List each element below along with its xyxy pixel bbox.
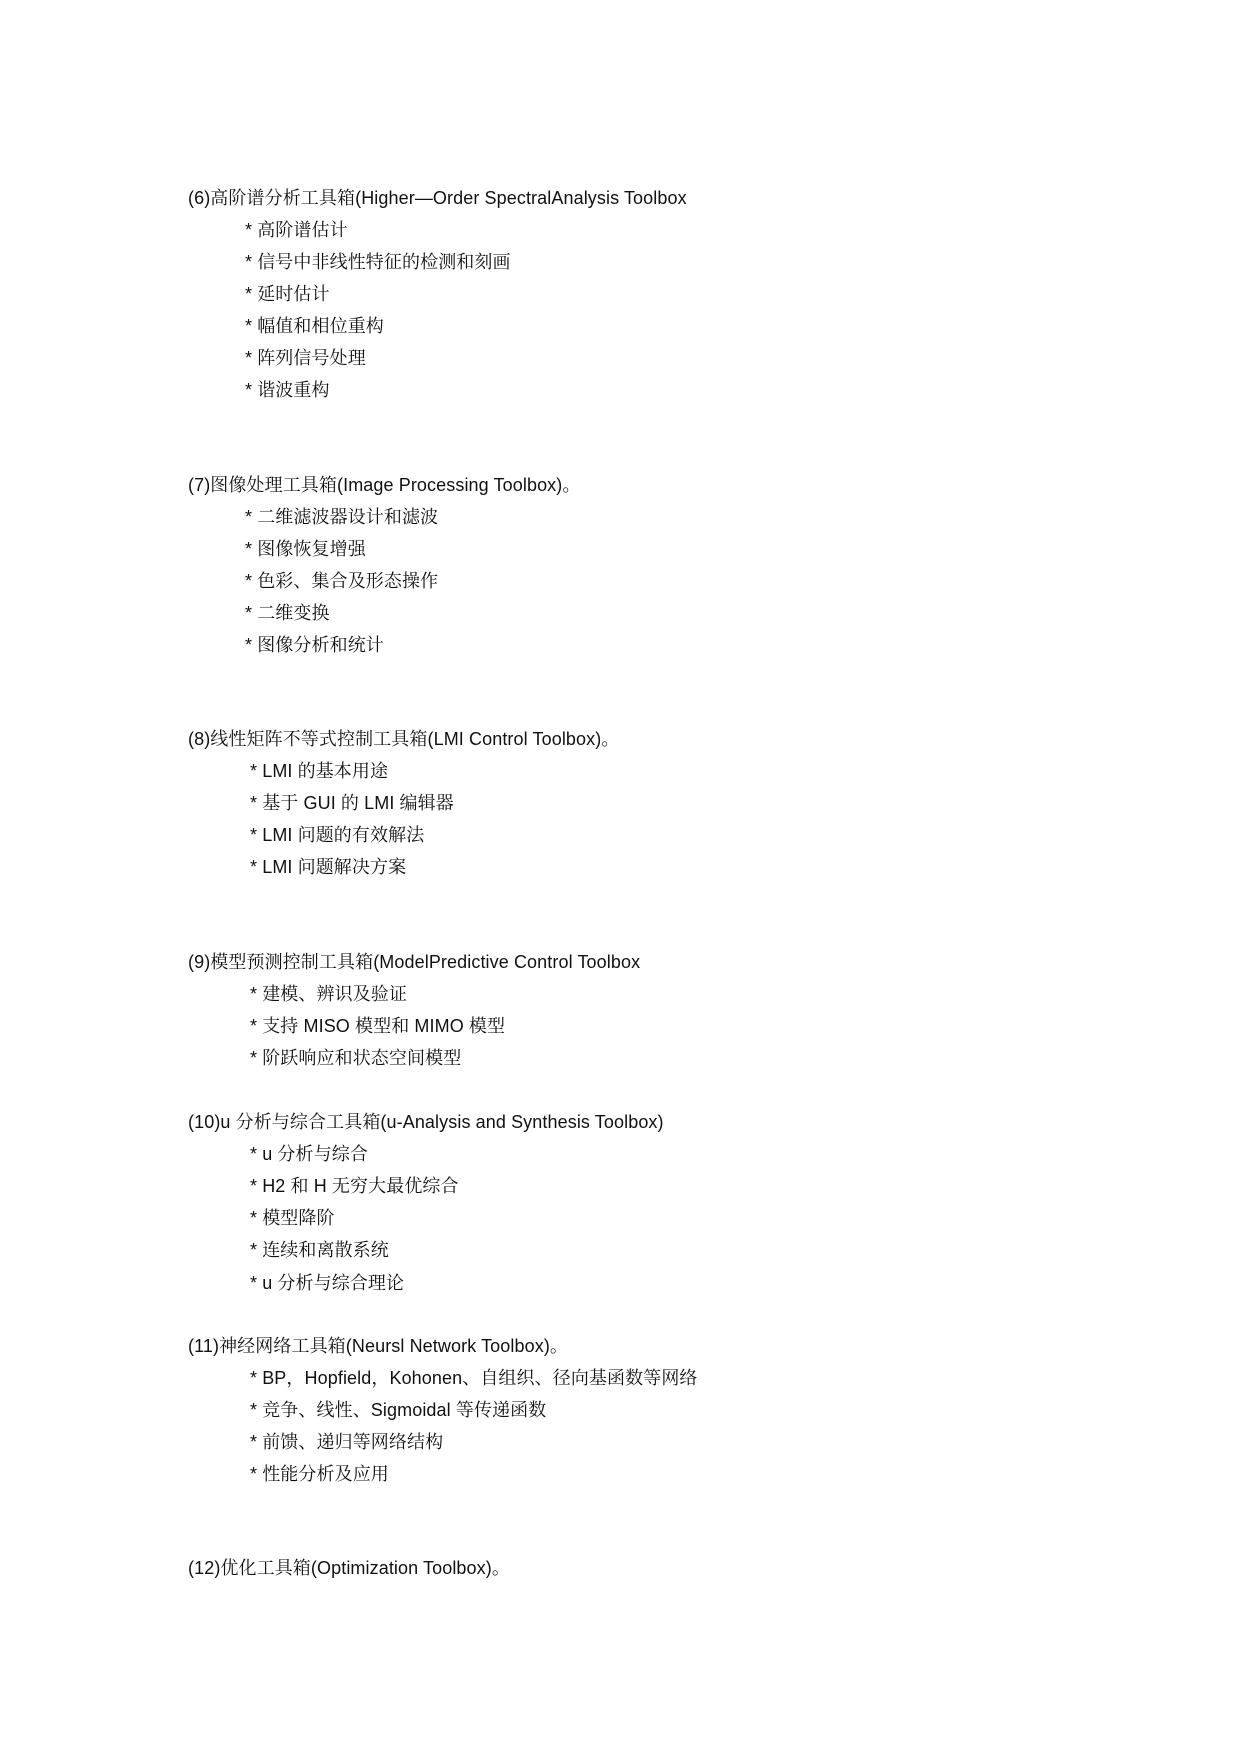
list-item: * 连续和离散系统 — [250, 1240, 389, 1260]
section-heading-10: (10)u 分析与综合工具箱(u-Analysis and Synthesis Toolbox) — [188, 1112, 664, 1132]
list-item: * BP，Hopfield，Kohonen、自组织、径向基函数等网络 — [250, 1368, 698, 1388]
list-item: * 二维变换 — [245, 603, 330, 623]
list-item: * 建模、辨识及验证 — [250, 984, 408, 1004]
list-item: * 基于 GUI 的 LMI 编辑器 — [250, 793, 454, 813]
list-item: * 阵列信号处理 — [245, 348, 366, 368]
section-heading-11: (11)神经网络工具箱(Neursl Network Toolbox)。 — [188, 1336, 569, 1356]
list-item: * 谐波重构 — [245, 380, 330, 400]
section-heading-7: (7)图像处理工具箱(Image Processing Toolbox)。 — [188, 475, 581, 495]
list-item: * u 分析与综合理论 — [250, 1273, 405, 1293]
section-heading-8: (8)线性矩阵不等式控制工具箱(LMI Control Toolbox)。 — [188, 729, 620, 749]
list-item: * 高阶谱估计 — [245, 220, 348, 240]
list-item: * 信号中非线性特征的检测和刻画 — [245, 252, 511, 272]
list-item: * 二维滤波器设计和滤波 — [245, 507, 439, 527]
list-item: * LMI 问题解决方案 — [250, 857, 407, 877]
list-item: * 模型降阶 — [250, 1208, 335, 1228]
list-item: * 前馈、递归等网络结构 — [250, 1432, 444, 1452]
list-item: * 支持 MISO 模型和 MIMO 模型 — [250, 1016, 506, 1036]
list-item: * 图像分析和统计 — [245, 635, 384, 655]
list-item: * 色彩、集合及形态操作 — [245, 571, 439, 591]
list-item: * 图像恢复增强 — [245, 539, 366, 559]
list-item: * LMI 问题的有效解法 — [250, 825, 425, 845]
list-item: * 延时估计 — [245, 284, 330, 304]
list-item: * u 分析与综合 — [250, 1144, 368, 1164]
list-item: * 性能分析及应用 — [250, 1464, 389, 1484]
list-item: * LMI 的基本用途 — [250, 761, 389, 781]
list-item: * 阶跃响应和状态空间模型 — [250, 1048, 462, 1068]
section-heading-6: (6)高阶谱分析工具箱(Higher—Order SpectralAnalysis Toolbox — [188, 188, 687, 208]
list-item: * H2 和 H 无穷大最优综合 — [250, 1176, 459, 1196]
section-heading-9: (9)模型预测控制工具箱(ModelPredictive Control Toolbox — [188, 952, 641, 972]
section-heading-12: (12)优化工具箱(Optimization Toolbox)。 — [188, 1558, 510, 1578]
list-item: * 幅值和相位重构 — [245, 316, 384, 336]
list-item: * 竞争、线性、Sigmoidal 等传递函数 — [250, 1400, 547, 1420]
